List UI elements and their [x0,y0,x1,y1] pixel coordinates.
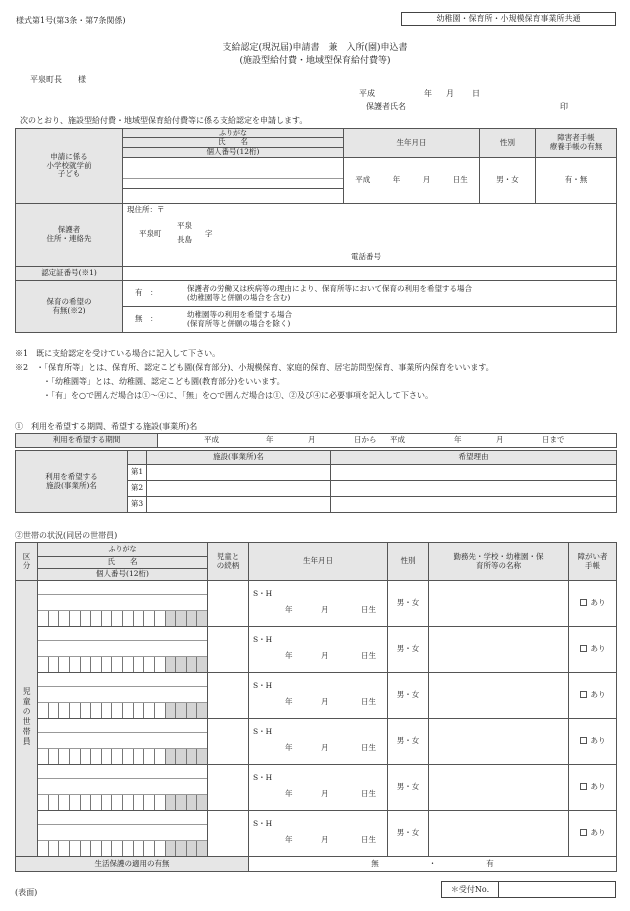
checkbox-icon[interactable] [580,645,587,652]
household-disability-header: 障がい者 手帳 [569,543,617,581]
birth-header: 生年月日 [344,129,480,158]
member-birth-field[interactable]: S・H 年 月 日生 [249,765,388,811]
note-1: ※1 既に支給認定を受けている場合に記入して下さい。 [15,349,221,358]
facility-table [15,450,617,513]
member-relation-field[interactable] [208,673,249,719]
household-member-row [16,719,617,765]
seal-mark: 印 [560,102,568,111]
member-work-field[interactable] [429,765,569,811]
side-label: (表面) [15,888,38,897]
checkbox-icon[interactable] [580,599,587,606]
facility-row-label: 第2 [128,481,147,497]
page-title: 支給認定(現況届)申請書 兼 入所(園)申込書 [222,43,408,53]
welfare-label: 生活保護の適用の有無 [16,857,249,872]
date-era: 平成 [359,89,375,98]
period-field[interactable]: 平成 年 月 日から 平成 年 月 日まで [158,434,617,448]
childcare-yes-option[interactable]: 有 ： 保護者の労働又は疾病等の理由により、保育所等において保育の利用を希望する場合 (幼稚園等と併願の場合を含む) [123,281,617,307]
childcare-label: 保育の希望の 有無(※2) [16,281,123,333]
applicant-id-label: 個人番号(12桁) [123,148,344,158]
intro-text: 次のとおり、施設型給付費・地域型保育給付費等に係る支給認定を申請します。 [20,116,308,125]
member-work-field[interactable] [429,581,569,627]
household-member-row [16,581,617,627]
receipt-box[interactable] [441,881,616,898]
facility-reason-field[interactable] [331,497,617,513]
household-member-row [16,673,617,719]
cert-number-field[interactable] [123,267,617,281]
member-disability-field[interactable]: あり [569,581,617,627]
disability-header: 障害者手帳 療養手帳の有無 [536,129,617,158]
checkbox-icon[interactable] [580,691,587,698]
period-label: 利用を希望する期間 [16,434,158,448]
checkbox-icon[interactable] [580,783,587,790]
member-gender-field[interactable]: 男・女 [388,765,429,811]
date-month: 月 [446,89,454,98]
member-gender-field[interactable]: 男・女 [388,811,429,857]
household-id-header: 個人番号(12桁) [38,569,208,581]
member-relation-field[interactable] [208,627,249,673]
member-birth-field[interactable]: S・H 年 月 日生 [249,811,388,857]
reason-col-header: 希望理由 [331,451,617,465]
guardian-name-label: 保護者氏名 [366,102,406,111]
section1-title: ① 利用を希望する期間、希望する施設(事業所)名 [15,422,198,431]
applicant-name-field[interactable] [123,158,344,189]
page-subtitle: (施設型給付費・地域型保育給付費等) [239,56,391,66]
facility-reason-field[interactable] [331,481,617,497]
applicant-label: 申請に係る 小学校就学前 子ども [16,129,123,204]
note-2: ※2 ・「保育所等」とは、保育所、認定こども園(保育部分)、小規模保育、家庭的保育、居宅訪問型保育、事業所内保育をいいます。 [15,363,494,372]
member-name-field[interactable] [38,627,208,673]
date-day: 日 [472,89,480,98]
applicant-id-boxes[interactable] [123,189,344,204]
member-disability-field[interactable]: あり [569,811,617,857]
member-name-field[interactable] [38,719,208,765]
member-name-field[interactable] [38,581,208,627]
receipt-label: ＊受付No. [442,882,499,897]
addressee: 平泉町長 様 [30,75,86,84]
note-3: ・「幼稚園等」とは、幼稚園、認定こども園(教育部分)をいいます。 [43,377,285,386]
member-relation-field[interactable] [208,765,249,811]
member-gender-field[interactable]: 男・女 [388,581,429,627]
applicant-gender-field[interactable]: 男・女 [480,158,536,204]
work-header: 勤務先・学校・幼稚園・保 育所等の名称 [429,543,569,581]
member-relation-field[interactable] [208,581,249,627]
household-member-row [16,811,617,857]
member-disability-field[interactable]: あり [569,627,617,673]
applicant-name-label: 氏 名 [123,138,344,148]
household-table [15,542,617,872]
checkbox-icon[interactable] [580,737,587,744]
member-work-field[interactable] [429,811,569,857]
gender-header: 性別 [480,129,536,158]
member-relation-field[interactable] [208,811,249,857]
household-birth-header: 生年月日 [249,543,388,581]
form-badge: 幼稚園・保育所・小規模保育事業所共通 [401,12,616,26]
facility-row-label: 第3 [128,497,147,513]
checkbox-icon[interactable] [580,829,587,836]
applicant-furigana-label: ふりがな [123,129,344,138]
member-name-field[interactable] [38,765,208,811]
household-name-header: 氏 名 [38,557,208,569]
member-gender-field[interactable]: 男・女 [388,673,429,719]
section2-title: ②世帯の状況(同居の世帯員) [15,531,118,540]
applicant-birth-field[interactable]: 平成 年 月 日生 [344,158,480,204]
member-name-field[interactable] [38,811,208,857]
member-work-field[interactable] [429,719,569,765]
form-number: 様式第1号(第3条・第7条関係) [16,16,126,25]
member-birth-field[interactable]: S・H 年 月 日生 [249,581,388,627]
household-side-label: 児童の世帯員 [16,581,38,857]
applicant-table [15,128,617,333]
guardian-address-field[interactable]: 現住所：〒 平泉町 平泉 長島 字 電話番号 [123,204,617,267]
household-gender-header: 性別 [388,543,429,581]
childcare-no-option[interactable]: 無 ： 幼稚園等の利用を希望する場合 (保育所等と併願の場合を除く) [123,307,617,333]
date-year: 年 [424,89,432,98]
facility-label: 利用を希望する 施設(事業所)名 [16,451,128,513]
guardian-label: 保護者 住所・連絡先 [16,204,123,267]
member-disability-field[interactable]: あり [569,765,617,811]
facility-col-header: 施設(事業所)名 [147,451,331,465]
facility-name-field[interactable] [147,465,331,481]
facility-row-label: 第1 [128,465,147,481]
member-disability-field[interactable]: あり [569,673,617,719]
welfare-field[interactable]: 無 ・ 有 [249,857,617,872]
applicant-disability-field[interactable]: 有・無 [536,158,617,204]
kubun-header: 区 分 [16,543,38,581]
household-furigana-header: ふりがな [38,543,208,557]
member-birth-field[interactable]: S・H 年 月 日生 [249,673,388,719]
relation-header: 児童と の続柄 [208,543,249,581]
member-work-field[interactable] [429,673,569,719]
member-work-field[interactable] [429,627,569,673]
member-gender-field[interactable]: 男・女 [388,627,429,673]
facility-reason-field[interactable] [331,465,617,481]
household-member-row [16,765,617,811]
member-gender-field[interactable]: 男・女 [388,719,429,765]
household-member-row [16,627,617,673]
member-relation-field[interactable] [208,719,249,765]
facility-name-field[interactable] [147,497,331,513]
member-disability-field[interactable]: あり [569,719,617,765]
member-name-field[interactable] [38,673,208,719]
facility-name-field[interactable] [147,481,331,497]
member-birth-field[interactable]: S・H 年 月 日生 [249,719,388,765]
member-birth-field[interactable]: S・H 年 月 日生 [249,627,388,673]
cert-number-label: 認定証番号(※1) [16,267,123,281]
note-4: ・「有」を○で囲んだ場合は①～④に、「無」を○で囲んだ場合は①、②及び④に必要事項を記入して下さい。 [43,391,433,400]
period-table [15,433,617,448]
